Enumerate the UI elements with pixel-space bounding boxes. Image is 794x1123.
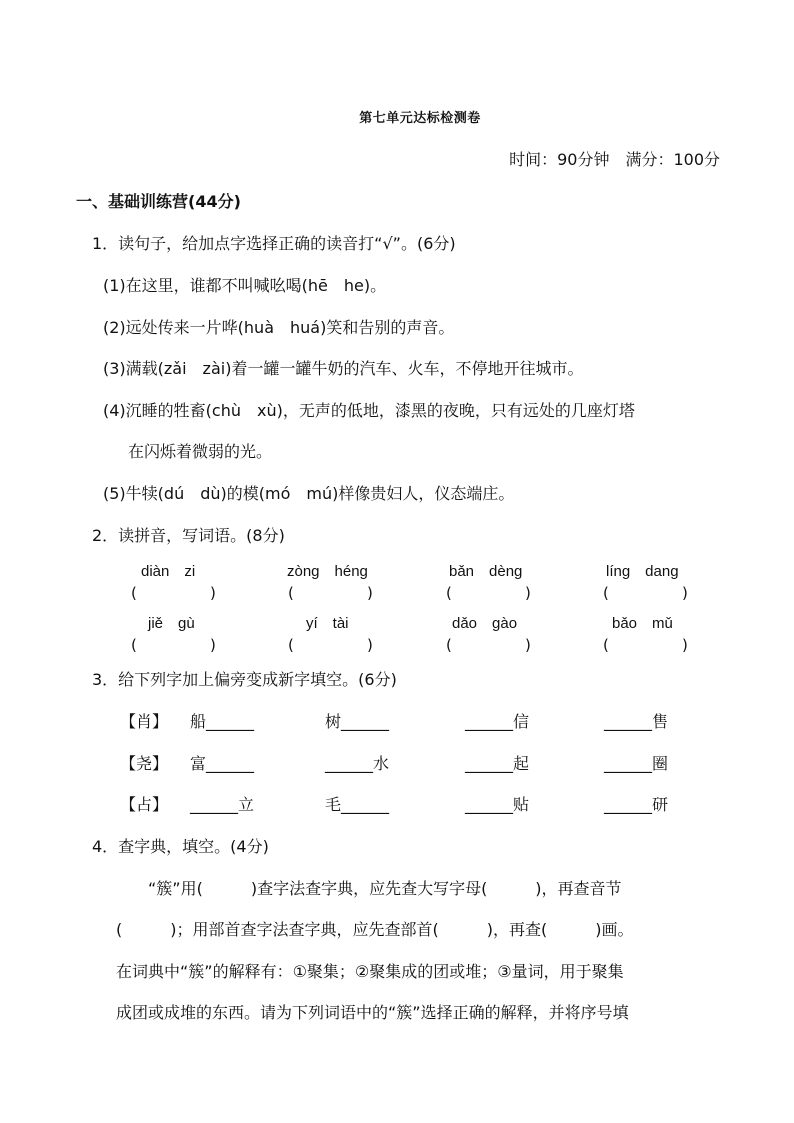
fill-blank-cell: ______水	[325, 754, 390, 773]
question-1-item: (3)满载(zǎi zài)着一罐一罐牛奶的汽车、火车，不停地开往城市。	[103, 359, 584, 378]
section-heading: 一、基础训练营(44分)	[76, 192, 241, 211]
pinyin-label: diàn zi	[141, 563, 196, 580]
answer-paren-open: (	[131, 584, 137, 602]
fill-blank-cell: 树______	[325, 712, 390, 731]
question-4-text: ( )；用部首查字法查字典，应先查部首( )，再查( )画。	[116, 920, 634, 939]
pinyin-label: bǎo mǔ	[612, 615, 673, 632]
question-1-item: (1)在这里，谁都不叫喊吆喝(hē he)。	[103, 276, 387, 295]
answer-paren-close: )	[210, 584, 216, 602]
radical-key: 【肖】	[120, 712, 169, 731]
pinyin-label: yí tài	[306, 615, 349, 632]
question-1-item: (2)远处传来一片哗(huà huá)笑和告别的声音。	[103, 318, 455, 337]
fill-blank-cell: ______立	[190, 795, 255, 814]
question-1-title: 1．读句子，给加点字选择正确的读音打“√”。(6分)	[92, 234, 456, 253]
pinyin-label: jiě gù	[148, 615, 195, 632]
answer-paren-close: )	[525, 584, 531, 602]
answer-paren-close: )	[367, 636, 373, 654]
fill-blank-cell: ______圈	[604, 754, 669, 773]
pinyin-label: dǎo gào	[452, 615, 518, 632]
question-4-text: 在词典中“簇”的解释有：①聚集；②聚集成的团或堆；③量词，用于聚集	[116, 962, 624, 981]
answer-paren-open: (	[288, 584, 294, 602]
pinyin-label: líng dang	[606, 563, 679, 580]
question-4-text: 成团或成堆的东西。请为下列词语中的“簇”选择正确的解释，并将序号填	[116, 1003, 629, 1022]
question-4-text: “簇”用( )查字法查字典，应先查大写字母( )，再查音节	[148, 879, 622, 898]
page-title: 第七单元达标检测卷	[359, 111, 481, 126]
fill-blank-cell: 毛______	[325, 795, 390, 814]
exam-meta: 时间：90分钟 满分：100分	[509, 150, 720, 169]
answer-paren-close: )	[525, 636, 531, 654]
answer-paren-open: (	[446, 584, 452, 602]
question-2-title: 2．读拼音，写词语。(8分)	[92, 526, 285, 545]
question-1-item: (5)牛犊(dú dù)的模(mó mú)样像贵妇人，仪态端庄。	[103, 484, 515, 503]
pinyin-label: zòng héng	[287, 563, 368, 580]
answer-paren-open: (	[603, 636, 609, 654]
radical-key: 【占】	[120, 795, 169, 814]
fill-blank-cell: ______起	[465, 754, 530, 773]
answer-paren-close: )	[367, 584, 373, 602]
fill-blank-cell: ______信	[465, 712, 530, 731]
answer-paren-open: (	[603, 584, 609, 602]
answer-paren-close: )	[210, 636, 216, 654]
pinyin-label: bǎn dèng	[449, 563, 523, 580]
question-4-title: 4．查字典，填空。(4分)	[92, 837, 269, 856]
fill-blank-cell: 富______	[190, 754, 255, 773]
fill-blank-cell: ______研	[604, 795, 669, 814]
fill-blank-cell: ______贴	[465, 795, 530, 814]
answer-paren-open: (	[446, 636, 452, 654]
radical-key: 【尧】	[120, 754, 169, 773]
question-1-item-continued: 在闪烁着微弱的光。	[128, 442, 273, 461]
question-1-item: (4)沉睡的牲畜(chù xù)，无声的低地，漆黑的夜晚，只有远处的几座灯塔	[103, 401, 635, 420]
answer-paren-close: )	[682, 636, 688, 654]
answer-paren-close: )	[682, 584, 688, 602]
answer-paren-open: (	[131, 636, 137, 654]
question-3-title: 3．给下列字加上偏旁变成新字填空。(6分)	[92, 670, 397, 689]
answer-paren-open: (	[288, 636, 294, 654]
fill-blank-cell: ______售	[604, 712, 669, 731]
fill-blank-cell: 船______	[190, 712, 255, 731]
